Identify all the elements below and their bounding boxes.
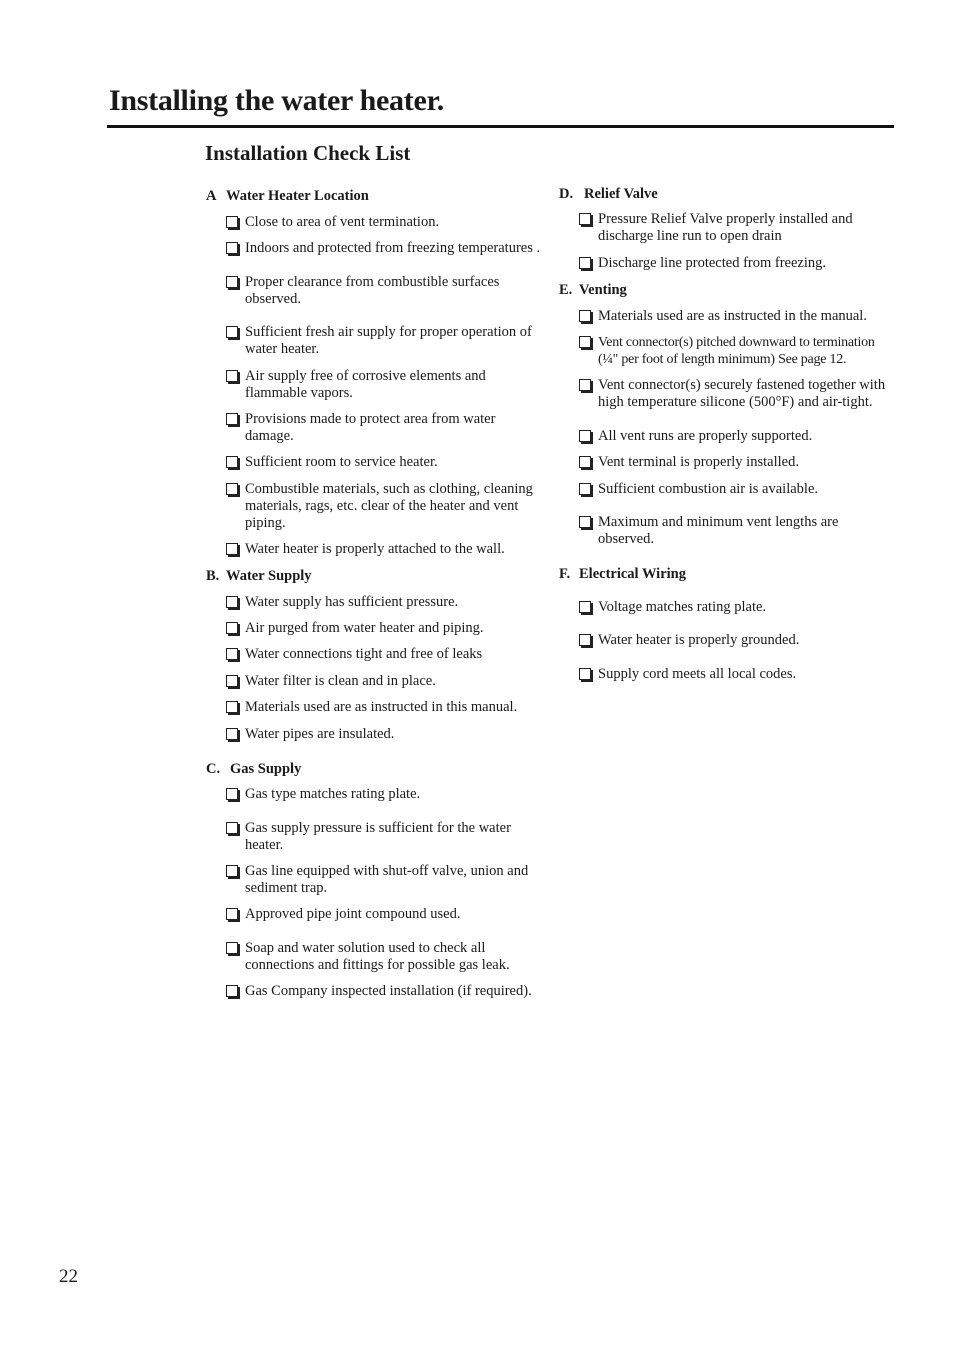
checkbox-icon[interactable] bbox=[579, 213, 591, 225]
checklist-item-b4[interactable] bbox=[226, 673, 542, 690]
checkbox-icon[interactable] bbox=[579, 336, 591, 348]
checklist-item-text: Materials used are as instructed in this manual. bbox=[245, 699, 518, 715]
checklist-item-text: Pressure Relief Valve properly installed and discharge line run to open drain bbox=[598, 211, 853, 244]
checklist-item-text: Gas Company inspected installation (if required). bbox=[245, 983, 532, 999]
checklist-item-text: Water pipes are insulated. bbox=[245, 726, 395, 742]
checkbox-icon[interactable] bbox=[579, 430, 591, 442]
checklist-item-a5[interactable] bbox=[226, 368, 516, 402]
checklist-item-text: Sufficient fresh air supply for proper operation of water heater. bbox=[245, 324, 532, 357]
checklist-item-e7[interactable] bbox=[579, 514, 869, 548]
checklist-item-a7[interactable] bbox=[226, 454, 542, 471]
checkbox-icon[interactable] bbox=[226, 370, 238, 382]
checklist-item-text: Close to area of vent termination. bbox=[245, 214, 440, 230]
section-e-heading bbox=[559, 281, 627, 299]
section-a-letter: A bbox=[206, 188, 217, 204]
checklist-item-e4[interactable] bbox=[579, 428, 895, 445]
section-f-letter: F. bbox=[559, 566, 571, 582]
checkbox-icon[interactable] bbox=[226, 596, 238, 608]
checkbox-icon[interactable] bbox=[226, 822, 238, 834]
checklist-item-b2[interactable] bbox=[226, 620, 542, 637]
checklist-item-text: Materials used are as instructed in the manual. bbox=[598, 308, 867, 324]
checklist-item-e1[interactable] bbox=[579, 308, 895, 325]
checkbox-icon[interactable] bbox=[226, 242, 238, 254]
checklist-item-text: Discharge line protected from freezing. bbox=[598, 255, 827, 271]
section-b-letter: B. bbox=[206, 568, 220, 584]
checklist-item-text: Provisions made to protect area from water damage. bbox=[245, 411, 496, 444]
checkbox-icon[interactable] bbox=[579, 257, 591, 269]
checklist-item-c3[interactable] bbox=[226, 863, 542, 897]
checklist-item-text: Combustible materials, such as clothing, cleaning materials, rags, etc. clear of the heater and vent piping. bbox=[245, 481, 533, 531]
checklist-item-e3[interactable] bbox=[579, 377, 895, 411]
checklist-item-a6[interactable] bbox=[226, 411, 526, 445]
checklist-item-a2[interactable] bbox=[226, 240, 544, 257]
checklist-item-d2[interactable] bbox=[579, 255, 895, 272]
checklist-item-a9[interactable] bbox=[226, 541, 542, 558]
checkbox-icon[interactable] bbox=[579, 483, 591, 495]
section-c-heading bbox=[206, 760, 301, 778]
checkbox-icon[interactable] bbox=[579, 634, 591, 646]
checklist-item-text: Water supply has sufficient pressure. bbox=[245, 594, 459, 610]
checkbox-icon[interactable] bbox=[226, 701, 238, 713]
checklist-item-text: Water heater is properly attached to the wall. bbox=[245, 541, 505, 557]
checkbox-icon[interactable] bbox=[226, 456, 238, 468]
section-b-heading bbox=[206, 567, 312, 585]
checklist-item-text: Voltage matches rating plate. bbox=[598, 599, 767, 615]
checkbox-icon[interactable] bbox=[226, 788, 238, 800]
checklist-item-text: Water heater is properly grounded. bbox=[598, 632, 800, 648]
checkbox-icon[interactable] bbox=[226, 216, 238, 228]
checklist-item-b5[interactable] bbox=[226, 699, 542, 716]
checklist-item-text: Vent terminal is properly installed. bbox=[598, 454, 799, 470]
section-d-heading bbox=[559, 185, 658, 203]
checkbox-icon[interactable] bbox=[579, 379, 591, 391]
checklist-item-e6[interactable] bbox=[579, 481, 895, 498]
checklist-item-b3[interactable] bbox=[226, 646, 542, 663]
checkbox-icon[interactable] bbox=[579, 310, 591, 322]
checklist-item-a1[interactable] bbox=[226, 214, 542, 231]
section-d-title: Relief Valve bbox=[584, 186, 658, 202]
checklist-item-c1[interactable] bbox=[226, 786, 542, 803]
checklist-item-e5[interactable] bbox=[579, 454, 895, 471]
checkbox-icon[interactable] bbox=[226, 326, 238, 338]
checklist-item-b6[interactable] bbox=[226, 726, 542, 743]
checkbox-icon[interactable] bbox=[579, 516, 591, 528]
checklist-item-f3[interactable] bbox=[579, 666, 895, 683]
checklist-item-text: All vent runs are properly supported. bbox=[598, 428, 813, 444]
checklist-item-text: Gas type matches rating plate. bbox=[245, 786, 421, 802]
checklist-item-f2[interactable] bbox=[579, 632, 895, 649]
checkbox-icon[interactable] bbox=[226, 622, 238, 634]
checklist-item-text: Approved pipe joint compound used. bbox=[245, 906, 461, 922]
checklist-item-text: Gas supply pressure is sufficient for the water heater. bbox=[245, 820, 511, 853]
section-e-title: Venting bbox=[579, 282, 627, 298]
checklist-item-c6[interactable] bbox=[226, 983, 542, 1000]
checkbox-icon[interactable] bbox=[226, 985, 238, 997]
checklist-item-text: Vent connector(s) securely fastened together with high temperature silicone (500°F) and air-tight. bbox=[598, 377, 886, 410]
section-c-letter: C. bbox=[206, 761, 221, 777]
checklist-item-d1[interactable] bbox=[579, 211, 869, 245]
checklist-item-text: Vent connector(s) pitched downward to termination (¼" per foot of length minimum) See page 12. bbox=[598, 335, 875, 367]
checkbox-icon[interactable] bbox=[226, 483, 238, 495]
checklist-item-c2[interactable] bbox=[226, 820, 526, 854]
checklist-item-b1[interactable] bbox=[226, 594, 542, 611]
checklist-item-text: Proper clearance from combustible surfaces observed. bbox=[245, 274, 500, 307]
page-number: 22 bbox=[59, 1266, 78, 1287]
checkbox-icon[interactable] bbox=[579, 668, 591, 680]
checkbox-icon[interactable] bbox=[226, 413, 238, 425]
section-e-letter: E. bbox=[559, 282, 573, 298]
section-c-title: Gas Supply bbox=[230, 761, 302, 777]
page-title: Installing the water heater. bbox=[109, 84, 444, 117]
checkbox-icon[interactable] bbox=[226, 276, 238, 288]
checklist-item-a3[interactable] bbox=[226, 274, 526, 308]
checkbox-icon[interactable] bbox=[226, 543, 238, 555]
checklist-item-text: Air supply free of corrosive elements and flammable vapors. bbox=[245, 368, 486, 401]
checkbox-icon[interactable] bbox=[226, 942, 238, 954]
section-d-letter: D. bbox=[559, 186, 574, 202]
checkbox-icon[interactable] bbox=[226, 865, 238, 877]
checklist-item-f1[interactable] bbox=[579, 599, 895, 616]
section-b-title: Water Supply bbox=[226, 568, 312, 584]
checklist-item-text: Soap and water solution used to check all connections and fittings for possible gas leak. bbox=[245, 940, 510, 973]
section-f-title: Electrical Wiring bbox=[579, 566, 686, 582]
checklist-item-text: Indoors and protected from freezing temperatures . bbox=[245, 240, 541, 256]
checklist-item-text: Sufficient combustion air is available. bbox=[598, 481, 818, 497]
checklist-item-text: Water connections tight and free of leaks bbox=[245, 646, 483, 662]
title-rule bbox=[107, 125, 894, 128]
checklist-item-text: Gas line equipped with shut-off valve, union and sediment trap. bbox=[245, 863, 529, 896]
checkbox-icon[interactable] bbox=[579, 601, 591, 613]
checklist-title: Installation Check List bbox=[205, 141, 411, 165]
checklist-item-text: Maximum and minimum vent lengths are observed. bbox=[598, 514, 839, 547]
checklist-item-text: Water filter is clean and in place. bbox=[245, 673, 436, 689]
section-a-title: Water Heater Location bbox=[226, 188, 369, 204]
checkbox-icon[interactable] bbox=[226, 648, 238, 660]
checkbox-icon[interactable] bbox=[226, 675, 238, 687]
checklist-item-text: Supply cord meets all local codes. bbox=[598, 666, 797, 682]
checkbox-icon[interactable] bbox=[226, 728, 238, 740]
checkbox-icon[interactable] bbox=[579, 456, 591, 468]
checklist-item-a4[interactable] bbox=[226, 324, 542, 358]
checklist-item-c4[interactable] bbox=[226, 906, 542, 923]
checklist-item-text: Sufficient room to service heater. bbox=[245, 454, 438, 470]
checkbox-icon[interactable] bbox=[226, 908, 238, 920]
checklist-item-text: Air purged from water heater and piping. bbox=[245, 620, 484, 636]
checklist-item-a8[interactable] bbox=[226, 481, 542, 532]
section-a-heading bbox=[206, 187, 369, 205]
checklist-item-c5[interactable] bbox=[226, 940, 526, 974]
section-f-heading bbox=[559, 565, 686, 583]
checklist-item-e2[interactable] bbox=[579, 334, 895, 368]
